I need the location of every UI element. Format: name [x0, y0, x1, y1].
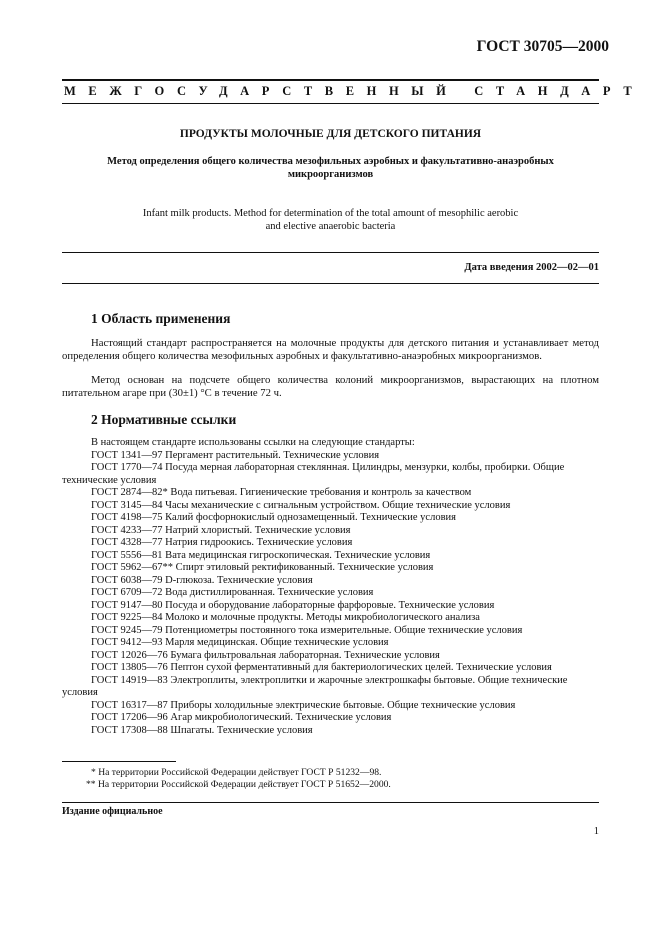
- reference-item: ГОСТ 2874—82* Вода питьевая. Гигиенические требования и контроль за качеством: [91, 487, 472, 498]
- references-list: [62, 437, 599, 737]
- reference-item: ГОСТ 5556—81 Вата медицинская гигроскопическая. Технические условия: [91, 549, 431, 561]
- banner-rule: [62, 103, 599, 104]
- reference-item: ГОСТ 3145—84 Часы механические с сигнальным устройством. Общие технические условия: [91, 499, 511, 511]
- reference-item: ГОСТ 17308—88 Шпагаты. Технические условия: [91, 724, 313, 736]
- top-rule: [62, 79, 599, 81]
- reference-item: ГОСТ 6709—72 Вода дистиллированная. Технические условия: [91, 587, 374, 598]
- english-title: Infant milk products. Method for determination of the total amount of mesophilic aerobic and elective anaerobic bacteria: [142, 208, 519, 232]
- reference-item: ГОСТ 9225—84 Молоко и молочные продукты. Методы микробиологического анализа: [91, 612, 480, 623]
- section-1-heading: 1 Область применения: [91, 311, 231, 326]
- references-intro: В настоящем стандарте использованы ссылки на следующие стандарты:: [91, 437, 415, 448]
- date-rule-bottom: [62, 283, 599, 284]
- reference-item: ГОСТ 1770—74 Посуда мерная лабораторная стеклянная. Цилиндры, мензурки, колбы, пробирки. Общие технические условия: [62, 462, 565, 486]
- footnote-rule: [62, 761, 176, 762]
- reference-item: ГОСТ 16317—87 Приборы холодильные электрические бытовые. Общие технические условия: [91, 699, 516, 711]
- reference-item: ГОСТ 4198—75 Калий фосфорнокислый однозамещенный. Технические условия: [91, 512, 456, 523]
- document-subtitle: Метод определения общего количества мезофильных аэробных и факультативно-анаэробных микроорганизмов: [107, 156, 554, 180]
- official-rule: [62, 802, 599, 803]
- section-2-heading: 2 Нормативные ссылки: [91, 412, 237, 427]
- effective-date: Дата введения 2002—02—01: [464, 262, 599, 273]
- document-code: ГОСТ 30705—2000: [476, 38, 609, 55]
- reference-item: ГОСТ 17206—96 Агар микробиологический. Технические условия: [91, 712, 392, 723]
- reference-item: ГОСТ 13805—76 Пептон сухой ферментативный для бактериологических целей. Технические условия: [91, 662, 552, 673]
- reference-item: ГОСТ 9245—79 Потенциометры постоянного тока измерительные. Общие технические условия: [91, 624, 523, 636]
- footnote-1: * На территории Российской Федерации действует ГОСТ Р 51232—98.: [91, 767, 382, 778]
- reference-item: ГОСТ 9147—80 Посуда и оборудование лабораторные фарфоровые. Технические условия: [91, 599, 495, 611]
- reference-item: ГОСТ 9412—93 Марля медицинская. Общие технические условия: [91, 637, 389, 648]
- page-number: 1: [593, 826, 599, 837]
- reference-item: ГОСТ 5962—67** Спирт этиловый ректификованный. Технические условия: [91, 562, 434, 573]
- standard-banner: МЕЖГОСУДАРСТВЕННЫЙ СТАНДАРТ: [64, 84, 645, 98]
- section-1-para-1: Настоящий стандарт распространяется на молочные продукты для детского питания и устанавливает метод определения общего количества мезофильных аэробных и факультативно-анаэробных микроорганизмов.: [62, 337, 599, 362]
- reference-item: ГОСТ 1341—97 Пергамент растительный. Технические условия: [91, 449, 380, 461]
- date-rule-top: [62, 252, 599, 253]
- reference-item: ГОСТ 12026—76 Бумага фильтровальная лабораторная. Технические условия: [91, 649, 440, 661]
- reference-item: ГОСТ 14919—83 Электроплиты, электроплитки и жарочные электрошкафы бытовые. Общие технические условия: [62, 674, 568, 698]
- footnote-2: ** На территории Российской Федерации действует ГОСТ Р 51652—2000.: [86, 779, 391, 790]
- reference-item: ГОСТ 4233—77 Натрий хлористый. Технические условия: [91, 524, 351, 536]
- document-title: ПРОДУКТЫ МОЛОЧНЫЕ ДЛЯ ДЕТСКОГО ПИТАНИЯ: [179, 128, 482, 140]
- reference-item: ГОСТ 4328—77 Натрия гидроокись. Технические условия: [91, 537, 353, 548]
- reference-item: ГОСТ 6038—79 D-глюкоза. Технические условия: [91, 574, 313, 586]
- section-1-para-2: Метод основан на подсчете общего количества колоний микроорганизмов, вырастающих на плотном питательном агаре при (30±1) °С в течение 72 ч.: [62, 374, 599, 399]
- official-edition: Издание официальное: [62, 806, 163, 817]
